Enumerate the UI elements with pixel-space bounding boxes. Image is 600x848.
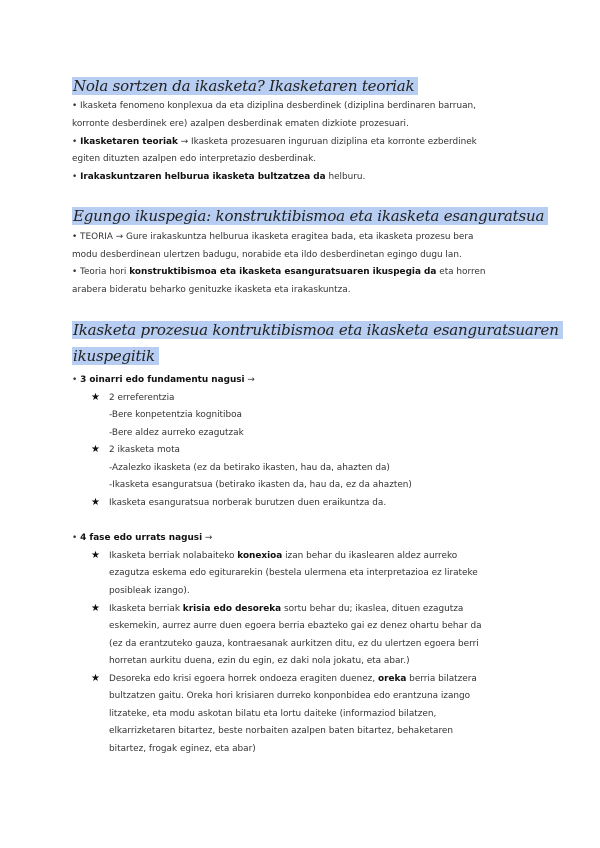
s2-bullet-2-line-2: arabera bideratu beharko genituzke ikasketa eta irakaskuntza. [72,285,351,295]
s2-bullet-2-line-1 [72,264,486,282]
oinarri-2-line-3: -Ikasketa esanguratsua (betirako ikasten da, hau da, ez da ahazten) [109,480,412,490]
oinarri-1-line-2: -Bere konpetentzia kognitiboa [109,410,242,420]
bold-term: konexioa [237,551,283,561]
heading-highlight: Ikasketa prozesua kontruktibismoa eta ikasketa esanguratsuaren [72,321,563,339]
bold-term: krisia edo desoreka [182,604,282,614]
text-rest: sortu behar du; ikaslea, dituen ezagutza [281,604,464,614]
heading-ikasketa-prozesua-line-1 [72,320,563,340]
oinarri-1-line-3: -Bere aldez aurreko ezagutzak [109,428,244,438]
s1-bullet-1-line-1: • Ikasketa fenomeno konplexua da eta diziplina desberdinek (diziplina berdinaren barruan, [72,101,476,111]
text-rest: → [244,375,255,385]
bold-term: 3 oinarri edo fundamentu nagusi [80,375,245,385]
s2-bullet-1-line-1: • TEORIA → Gure irakaskuntza helburua ikasketa eragitea bada, eta ikasketa prozesu bera [72,232,474,242]
s1-bullet-2-line-1 [72,134,477,152]
fase-2-line-3: (ez da erantzuteko gauza, kontraesanak aurkitzen ditu, ez du ulertzen egoera berri [109,639,479,649]
fase-3-line-4: elkarrizketaren bitartez, beste norbaiten azalpen baten bitartez, behaketaren [109,726,453,736]
fase-2-line-1 [109,601,463,619]
star-icon: ★ [91,550,100,561]
star-icon: ★ [91,497,100,508]
fase-2-line-2: eskemekin, aurrez aurre duen egoera berria ebazteko gai ez denez ohartu behar da [109,621,482,631]
heading-egungo-ikuspegia [72,206,548,226]
fase-1-line-1 [109,548,457,566]
bullet-prefix: • [72,375,81,385]
oinarri-bullet [72,372,255,390]
s2-bullet-1-line-2: modu desberdinean ulertzen badugu, norabide eta ildo desberdinetan egingo dugu lan. [72,250,462,260]
bold-term: konstruktibismoa eta ikasketa esanguratsuaren ikuspegia da [129,267,437,277]
text-pre: Ikasketa berriak nolabaiteko [109,551,238,561]
bullet-prefix: • [72,137,81,147]
fase-3-line-1 [109,671,477,689]
text-rest: → [202,533,213,543]
oinarri-3-line-1: Ikasketa esanguratsua norberak burutzen duen eraikuntza da. [109,498,387,508]
text-rest: berria bilatzera [406,674,477,684]
s1-bullet-2-line-2: egiten dituzten azalpen edo interpretazio desberdinak. [72,154,317,164]
heading-highlight: Egungo ikuspegia: konstruktibismoa eta ikasketa esanguratsua [72,207,548,225]
oinarri-2-line-2: -Azalezko ikasketa (ez da betirako ikasten, hau da, ahazten da) [109,463,390,473]
s1-bullet-1-line-2: korronte desberdinek ere) azalpen desberdinak ematen dizkiote prozesuari. [72,119,409,129]
fase-1-line-2: ezagutza eskema edo egiturarekin (bestela ulermena eta interpretazioa ez lirateke [109,568,478,578]
text-pre: • Teoria hori [72,267,130,277]
text-rest: → Ikasketa prozesuaren inguruan diziplina eta korronte ezberdinek [177,137,477,147]
fase-3-line-2: bultzatzen gaitu. Oreka hori krisiaren durreko konponbidea edo erantzuna izango [109,691,471,701]
text-pre: Ikasketa berriak [109,604,183,614]
fase-2-line-4: horretan aurkitu duena, ezin du egin, ez daki nola jokatu, eta abar.) [109,656,410,666]
bullet-prefix: • [72,533,81,543]
fase-3-line-3: litzateke, eta modu askotan bilatu eta lortu daiteke (informaziod bilatzen, [109,709,437,719]
bold-term: Ikasketaren teoriak [80,137,178,147]
bold-term: 4 fase edo urrats nagusi [80,533,203,543]
text-rest: helburu. [325,172,366,182]
heading-highlight: ikuspegitik [72,347,159,365]
text-rest: izan behar du ikaslearen aldez aurreko [282,551,458,561]
star-icon: ★ [91,603,100,614]
heading-ikasketa-prozesua-line-2 [72,346,159,366]
fase-3-line-5: bitartez, frogak eginez, eta abar) [109,744,256,754]
fase-1-line-3: posibleak izango). [109,586,190,596]
bold-term: Irakaskuntzaren helburua ikasketa bultzatzea da [80,172,326,182]
heading-ikasketaren-teoriak [72,76,418,96]
star-icon: ★ [91,444,100,455]
oinarri-2-line-1: 2 ikasketa mota [109,445,180,455]
s1-bullet-3 [72,169,365,187]
oinarri-1-line-1: 2 erreferentzia [109,393,175,403]
star-icon: ★ [91,392,100,403]
text-rest: eta horren [436,267,486,277]
heading-highlight: Nola sortzen da ikasketa? Ikasketaren teoriak [72,77,418,95]
fase-bullet [72,530,212,548]
star-icon: ★ [91,673,100,684]
text-pre: Desoreka edo krisi egoera horrek ondoeza eragiten duenez, [109,674,378,684]
bold-term: oreka [377,674,407,684]
bullet-prefix: • [72,172,81,182]
